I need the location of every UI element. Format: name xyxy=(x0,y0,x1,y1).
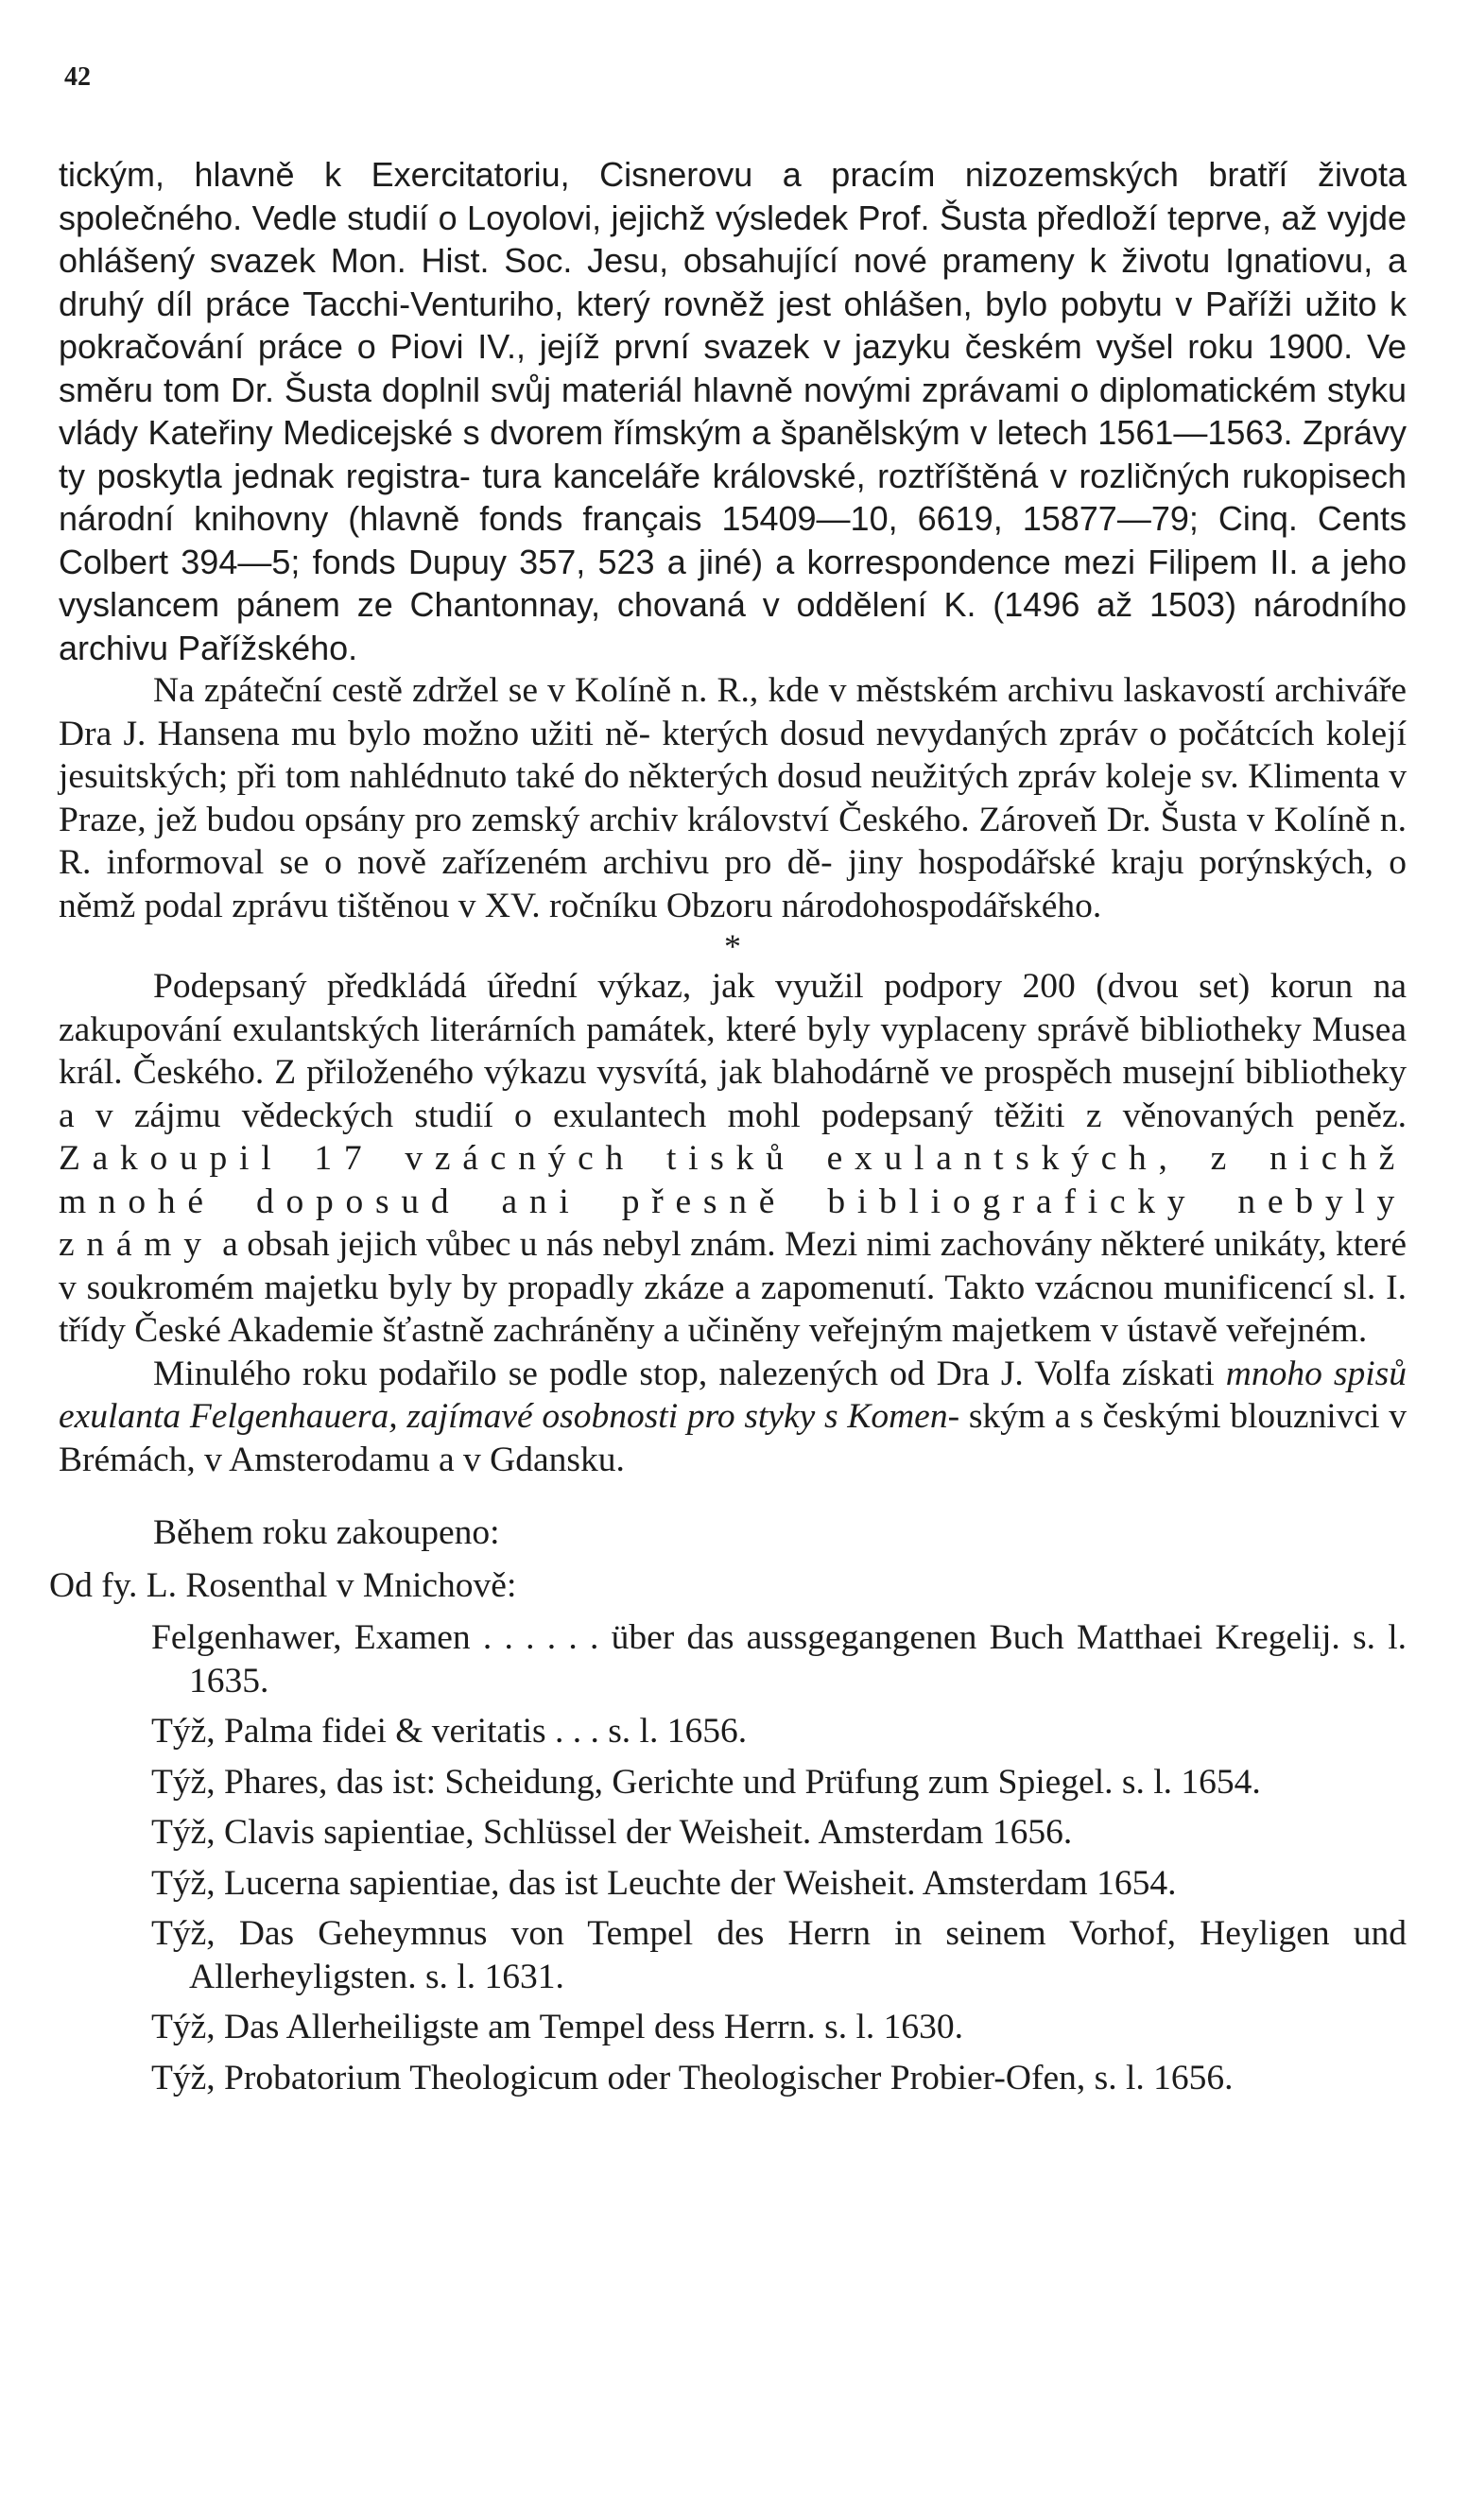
paragraph-1 xyxy=(59,153,1407,669)
last-year-italic: mnoho spisů exulanta Felgenhauera, zajímavé osobnosti pro styky s Komen- xyxy=(59,1354,1407,1436)
last-year-prefix: Minulého roku podařilo se podle stop, nalezených od Dra J. Volfa získati xyxy=(153,1354,1226,1393)
section-separator: * xyxy=(724,927,741,965)
line: jiny hospodářské kraju porýnských, o němž podal zprávu tištěnou v XV. xyxy=(59,843,1408,925)
line: práce o Piovi IV., jejíž první svazek v jazyku českém vyšel roku 1900. xyxy=(257,327,1354,366)
paragraph-2 xyxy=(59,669,1407,927)
body-text xyxy=(49,153,1408,2099)
line: archivu laskavostí archiváře Dra J. Hansena mu bylo možno užiti ně- xyxy=(59,671,1407,753)
line: knihovny (hlavně fonds français 15409—10, 6619, 15877—79; Cinq. Cents xyxy=(194,499,1407,538)
line: Colbert 394—5; fonds Dupuy 357, 523 a jiné) a korrespondence mezi xyxy=(59,542,1135,581)
report-intro: Podepsaný předkládá úřední výkaz, jak využil podpory 200 (dvou set) korun na zakupování exulantských literárních památek, které byly vyplaceny správě bibliotheky Musea král. Českého. Z přiloženého výkazu vysvítá, jak blahodárně ve prospěch musejní bibliotheky a v zájmu vědeckých studií o exulantech mohl podepsaný těžiti z věnovaných peněz. xyxy=(59,967,1407,1135)
purchases-heading: Během roku zakoupeno: xyxy=(153,1513,500,1552)
line: života společného. Vedle studií o Loyolovi, jejichž výsledek Prof. Šusta xyxy=(59,155,1407,237)
line: který rovněž jest ohlášen, bylo pobytu v Paříži užito k pokračování xyxy=(59,284,1408,366)
line: Na zpáteční cestě zdržel se v Kolíně n. R., kde v městském xyxy=(153,671,998,710)
report-rest: a obsah jejich vůbec u nás nebyl znám. Mezi nimi zachovány některé unikáty, které v soukromém majetku byly by propadly zkáze a zapomenutí. Takto vzácnou munificencí sl. I. třídy České Akademie šťastně zachráněny a učiněny veřejným majetkem v ústavě veřejném. xyxy=(59,1225,1407,1350)
last-year-suffix: ským a s českými blouznivci v Brémách, v Amsterodamu a v Gdansku. xyxy=(59,1397,1408,1479)
line: tura kanceláře královské, roztříštěná v rozličných rukopisech národní xyxy=(59,456,1407,538)
list-item: Týž, Das Allerheiligste am Tempel dess Herrn. s. l. 1630. xyxy=(151,2008,964,2046)
list-item: Týž, Lucerna sapientiae, das ist Leuchte der Weisheit. Amsterdam 1654. xyxy=(151,1863,1177,1903)
list-item: Felgenhawer, Examen . . . . . . über das aussgegangenen Buch Matthaei Kregelij. s. l. 1635. xyxy=(151,1618,1407,1700)
page-number: 42 xyxy=(64,62,91,92)
line: Ve směru tom Dr. Šusta doplnil svůj materiál hlavně novými zprávami xyxy=(59,327,1407,409)
line: kterých dosud nevydaných zpráv o počátcích kolejí jesuitských; při tom xyxy=(59,714,1407,796)
line: a španělským v letech 1561—1563. Zprávy ty poskytla jednak registra- xyxy=(59,413,1407,495)
line: nahlédnuto také do některých dosud neužitých zpráv koleje sv. Klimenta xyxy=(349,757,1380,796)
last-year-paragraph xyxy=(59,1353,1407,1482)
line: nové prameny k životu Ignatiovu, a druhý díl práce Tacchi-Venturiho, xyxy=(59,241,1407,323)
line: Filipem II. a jeho vyslancem pánem ze Chantonnay, chovaná v oddělení K. xyxy=(59,542,1407,624)
vendor-line: Od fy. L. Rosenthal v Mnichově: xyxy=(49,1565,517,1605)
report-spaced-text: Zakoupil 17 vzácných tisků exulantských, z nichž mnohé doposud ani přesně bibliograficky nebyly známy xyxy=(59,1139,1407,1264)
list-item: Týž, Probatorium Theologicum oder Theologischer Probier-Ofen, s. l. 1656. xyxy=(151,2058,1234,2097)
line: předloží teprve, až vyjde ohlášený svazek Mon. Hist. Soc. Jesu, obsahující xyxy=(59,198,1407,280)
list-item: Týž, Palma fidei & veritatis . . . s. l. 1656. xyxy=(151,1712,748,1751)
purchase-list xyxy=(59,1616,1407,2099)
report-paragraph xyxy=(59,965,1407,1353)
line: tickým, hlavně k Exercitatoriu, Cisnerovu a pracím nizozemských bratří xyxy=(59,155,1288,194)
list-item: Týž, Das Geheymnus von Tempel des Herrn in seinem Vorhof, Heyligen und Allerheyligsten. s. l. 1631. xyxy=(151,1914,1407,1996)
list-item: Týž, Phares, das ist: Scheidung, Gerichte und Prüfung zum Spiegel. s. l. 1654. xyxy=(151,1762,1261,1802)
line: Dr. Šusta v Kolíně n. R. informoval se o nově zařízeném archivu pro dě- xyxy=(59,800,1408,882)
line: o diplomatickém styku vlády Kateřiny Medicejské s dvorem římským xyxy=(59,370,1407,452)
line: (1496 až 1503) národního archivu Pařížského. xyxy=(59,585,1407,667)
line: ročníku Obzoru národohospodářského. xyxy=(549,886,1102,925)
list-item: Týž, Clavis sapientiae, Schlüssel der Weisheit. Amsterdam 1656. xyxy=(151,1813,1073,1852)
line: v Praze, jež budou opsány pro zemský archiv království Českého. Zároveň xyxy=(59,757,1407,839)
